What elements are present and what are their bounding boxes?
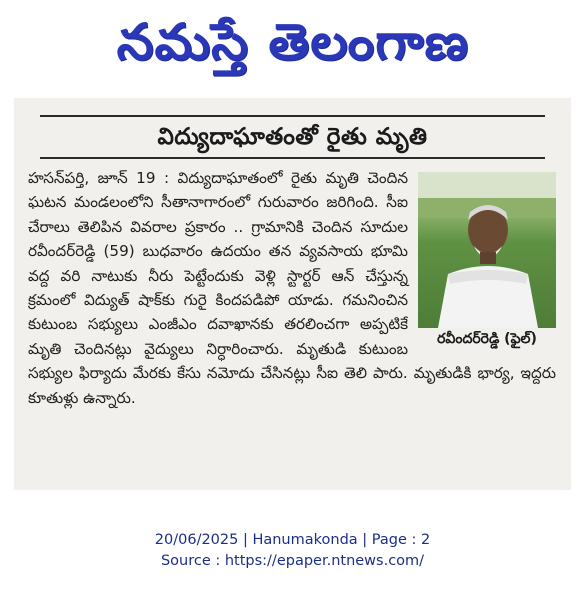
footer-date-edition: 20/06/2025 | Hanumakonda | Page : 2 (154, 532, 431, 548)
newspaper-masthead (0, 0, 585, 86)
article-body-container (28, 166, 556, 410)
article-headline: విద్యుదాఘాతంతో రైతు మృతి (157, 124, 428, 150)
farmer-portrait-image (418, 172, 556, 328)
photo-caption: రవీందర్‌రెడ్డి (ఫైల్) (437, 331, 537, 347)
article-clipping (14, 98, 571, 490)
article-body-text: హసన్‌పర్తి, జూన్ 19 : విద్యుదాఘాతంలో రైతు మృతి చెందిన ఘటన మండలంలోని సీతానాగారంలో గురువారం జరిగింది. సీఐ చేరాలు తెలిపిన వివరాల ప్రకారం .. గ్రామానికి చెందిన సూదుల రవీందర్‌రెడ్డి (59) బుధవారం ఉదయం తన వ్యవసాయ భూమి వద్ద వరి నాటుకు నీరు పెట్టేందుకు వెళ్లి స్టార్టర్ ఆన్ చేస్తున్న క్రమంలో విద్యుత్ షాక్‌కు గురై కిందపడిపో యాడు. గమనించిన కుటుంబ సభ్యులు ఎంజీఎం దవాఖానకు తరలించగా అప్పటికే మృతి చెందినట్లు వైద్యులు నిర్ధారించారు. మృతుడి కుటుంబ సభ్యుల ఫిర్యాదు మేరకు కేసు నమోదు చేసినట్లు సీఐ తెలి పారు. మృతుడికి భార్య, ఇద్దరు కూతుళ్లు ఉన్నారు. (28, 169, 556, 407)
article-photo (418, 172, 556, 346)
masthead-title: నమస్తే తెలంగాణ (116, 13, 469, 71)
clip-footer (0, 530, 585, 572)
farmer-photo (418, 172, 556, 328)
footer-source: Source : https://epaper.ntnews.com/ (160, 553, 425, 569)
